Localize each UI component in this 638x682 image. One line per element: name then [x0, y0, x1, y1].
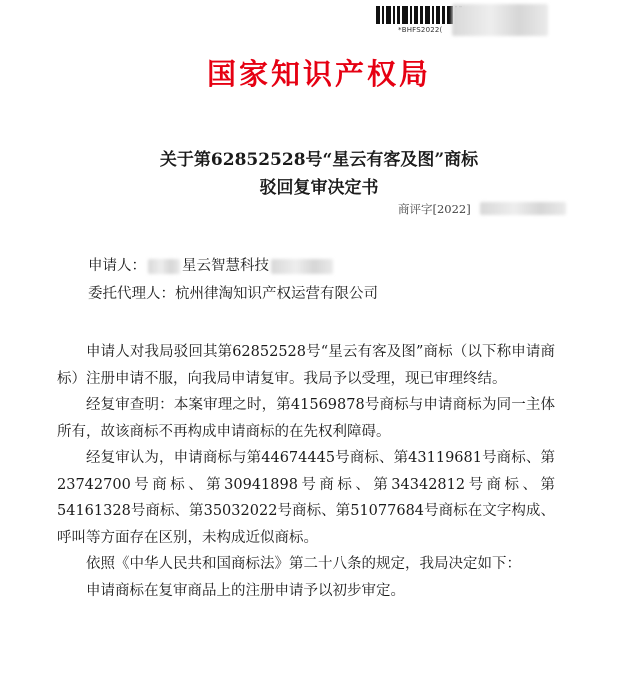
paragraph-findings: 经复审查明：本案审理之时，第41569878号商标与申请商标为同一主体所有，故该商标不再构成申请商标的在先权利障碍。 — [57, 397, 555, 440]
redacted-barcode-area — [452, 4, 548, 36]
paragraph-decision: 申请商标在复审商品上的注册申请予以初步审定。 — [86, 582, 405, 599]
agent-line: 委托代理人：杭州律淘知识产权运营有限公司 — [88, 286, 378, 302]
decision-body — [57, 339, 555, 604]
redacted-applicant-suffix — [271, 259, 333, 274]
document-number: 商评字[2022] — [398, 202, 471, 216]
paragraph-legal-basis: 依照《中华人民共和国商标法》第二十八条的规定，我局决定如下： — [86, 556, 521, 572]
agency-title: 国家知识产权局 — [206, 57, 431, 91]
applicant-name: 星云智慧科技 — [182, 258, 269, 274]
redacted-document-number — [480, 202, 566, 215]
paragraph-reasoning: 经复审认为，申请商标与第44674445号商标、第43119681号商标、第23742700号商标、第30941898号商标、第34342812号商标、第54161328号商标、第35032022号商标、第51077684号商标在文字构成、呼叫等方面存在区别，未构成近似商标。 — [57, 450, 555, 546]
applicant-label: 申请人： — [88, 258, 146, 274]
applicant-line — [88, 254, 333, 275]
document-title-line1: 关于第62852528号“星云有客及图”商标 — [159, 150, 479, 170]
barcode-caption: *BHFS2022( — [398, 26, 443, 34]
redacted-applicant-prefix — [148, 259, 180, 274]
paragraph-intro: 申请人对我局驳回其第62852528号“星云有客及图”商标（以下称申请商标）注册申请不服，向我局申请复审。我局予以受理，现已审理终结。 — [57, 344, 555, 387]
document-title-line2: 驳回复审决定书 — [259, 178, 379, 198]
